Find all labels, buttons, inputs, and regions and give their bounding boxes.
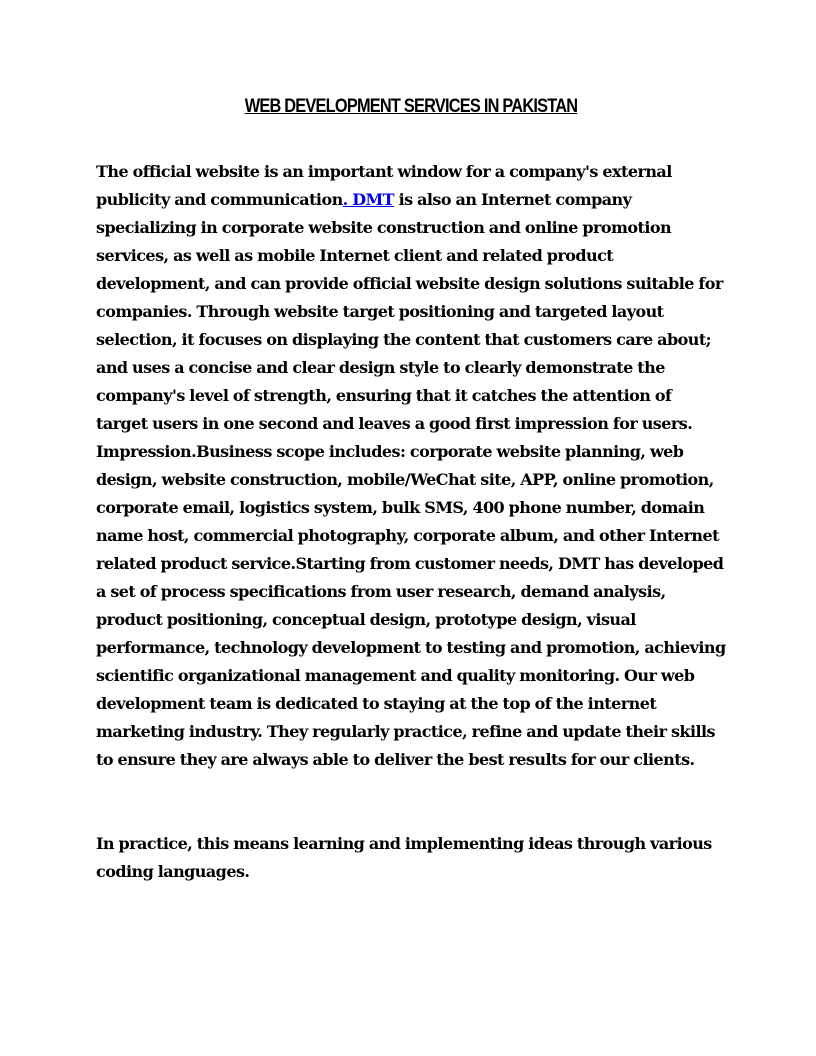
body-paragraph-2: In practice, this means learning and implementing ideas through various coding languages. xyxy=(96,834,712,881)
body-paragraph-1 xyxy=(96,158,726,774)
document-title: WEB DEVELOPMENT SERVICES IN PAKISTAN xyxy=(244,96,578,117)
dmt-link[interactable]: . DMT xyxy=(342,190,395,209)
paragraph-1-text-start: The official website is an important window for a company's external publicity and communication xyxy=(96,162,672,209)
paragraph-1-text-end: is also an Internet company specializing in corporate website construction and online promotion services, as well as mobile Internet client and related product development, and can provide official website design solutions suitable for companies. Through website target positioning and targeted layout selection, it focuses on displaying the content that customers care about; and uses a concise and clear design style to clearly demonstrate the company's level of strength, ensuring that it catches the attention of target users in one second and leaves a good first impression for users. Impression.Business scope includes: corporate website planning, web design, website construction, mobile/WeChat site, APP, online promotion, corporate email, logistics system, bulk SMS, 400 phone number, domain name host, commercial photography, corporate album, and other Internet related product service.Starting from customer needs, DMT has developed a set of process specifications from user research, demand analysis, product positioning, conceptual design, prototype design, visual performance, technology development to testing and promotion, achieving scientific organizational management and quality monitoring. Our web development team is dedicated to staying at the top of the internet marketing industry. They regularly practice, refine and update their skills to ensure they are always able to deliver the best results for our clients. xyxy=(96,190,726,769)
